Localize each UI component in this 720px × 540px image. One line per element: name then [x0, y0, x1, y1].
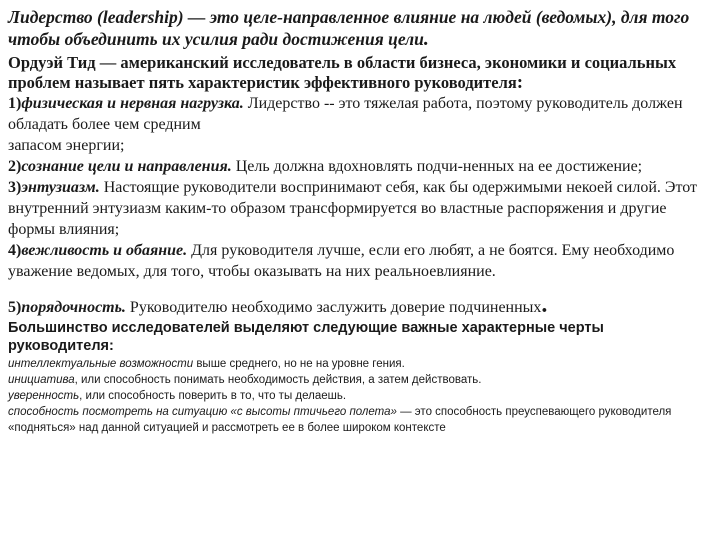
trait-line — [8, 372, 712, 388]
characteristic-1 — [8, 93, 712, 156]
characteristic-number: 1) — [8, 95, 22, 112]
characteristic-text-extra: запасом энергии; — [8, 137, 125, 154]
characteristic-3 — [8, 177, 712, 240]
characteristic-label: энтузиазм. — [21, 179, 100, 196]
tead-intro-colon: : — [516, 72, 524, 93]
characteristic-number: 2) — [8, 158, 22, 175]
characteristic-5 — [8, 294, 712, 319]
trait-text: , или способность понимать необходимость действия, а затем действовать. — [74, 374, 482, 386]
characteristic-label: порядочность. — [21, 299, 126, 316]
characteristic-number: 5) — [8, 299, 22, 316]
trait-text: выше среднего, но не на уровне гения. — [193, 358, 405, 370]
characteristic-text: Цель должна вдохновлять подчи-ненных на ее достижение; — [231, 158, 643, 175]
trait-name: инициатива — [8, 374, 75, 386]
trait-text: — это способность преуспевающего руководителя «подняться» над данной ситуацией и рассмотреть ее в более широком контексте — [8, 406, 672, 434]
trait-name: способность посмотреть на ситуацию «с высоты птичьего полета» — [8, 406, 397, 418]
leadership-definition — [8, 6, 712, 50]
trait-name: интеллектуальные возможности — [8, 358, 194, 370]
characteristic-label: физическая и нервная нагрузка. — [21, 95, 244, 112]
characteristic-dot: . — [541, 292, 548, 318]
tead-intro — [8, 53, 712, 93]
characteristic-text: Настоящие руководители воспринимают себя, как бы одержимыми некоей силой. Этот внутренний энтузиазм каким-то образом трансформируется во властные распоряжения и другие формы влияния; — [8, 179, 698, 238]
researchers-heading: Большинство исследователей выделяют следующие важные характерные черты руководителя: — [8, 320, 604, 354]
characteristic-text: Лидерство -- это тяжелая работа, поэтому руководитель должен обладать более чем средним — [8, 95, 683, 133]
characteristic-2 — [8, 156, 712, 177]
characteristic-label: сознание цели и направления. — [21, 158, 232, 175]
trait-line — [8, 404, 712, 436]
characteristic-number: 3) — [8, 179, 22, 196]
characteristic-text: Руководителю необходимо заслужить доверие подчиненных — [125, 299, 542, 316]
trait-line — [8, 388, 712, 404]
characteristic-label: вежливость и обаяние. — [21, 242, 188, 259]
characteristic-text: Для руководителя лучше, если его любят, а не боятся. Ему необходимо уважение ведомых, для того, чтобы оказывать на них реальноевлияние. — [8, 242, 675, 280]
definition-period: . — [423, 28, 429, 50]
tead-intro-text: Ордуэй Тид — американский исследователь в области бизнеса, экономики и социальных проблем называет пять характеристик эффективного руководителя — [8, 53, 677, 92]
trait-line — [8, 356, 712, 372]
characteristic-number: 4) — [8, 242, 22, 259]
definition-text: Лидерство (leadership) — это целе-направленное влияние на людей (ведомых), для того чтобы объединить их усилия ради достижения цели — [8, 7, 690, 49]
trait-text: , или способность поверить в то, что ты делаешь. — [79, 390, 347, 402]
characteristic-4 — [8, 240, 712, 282]
trait-name: уверенность — [8, 390, 80, 402]
spacer — [8, 282, 712, 294]
